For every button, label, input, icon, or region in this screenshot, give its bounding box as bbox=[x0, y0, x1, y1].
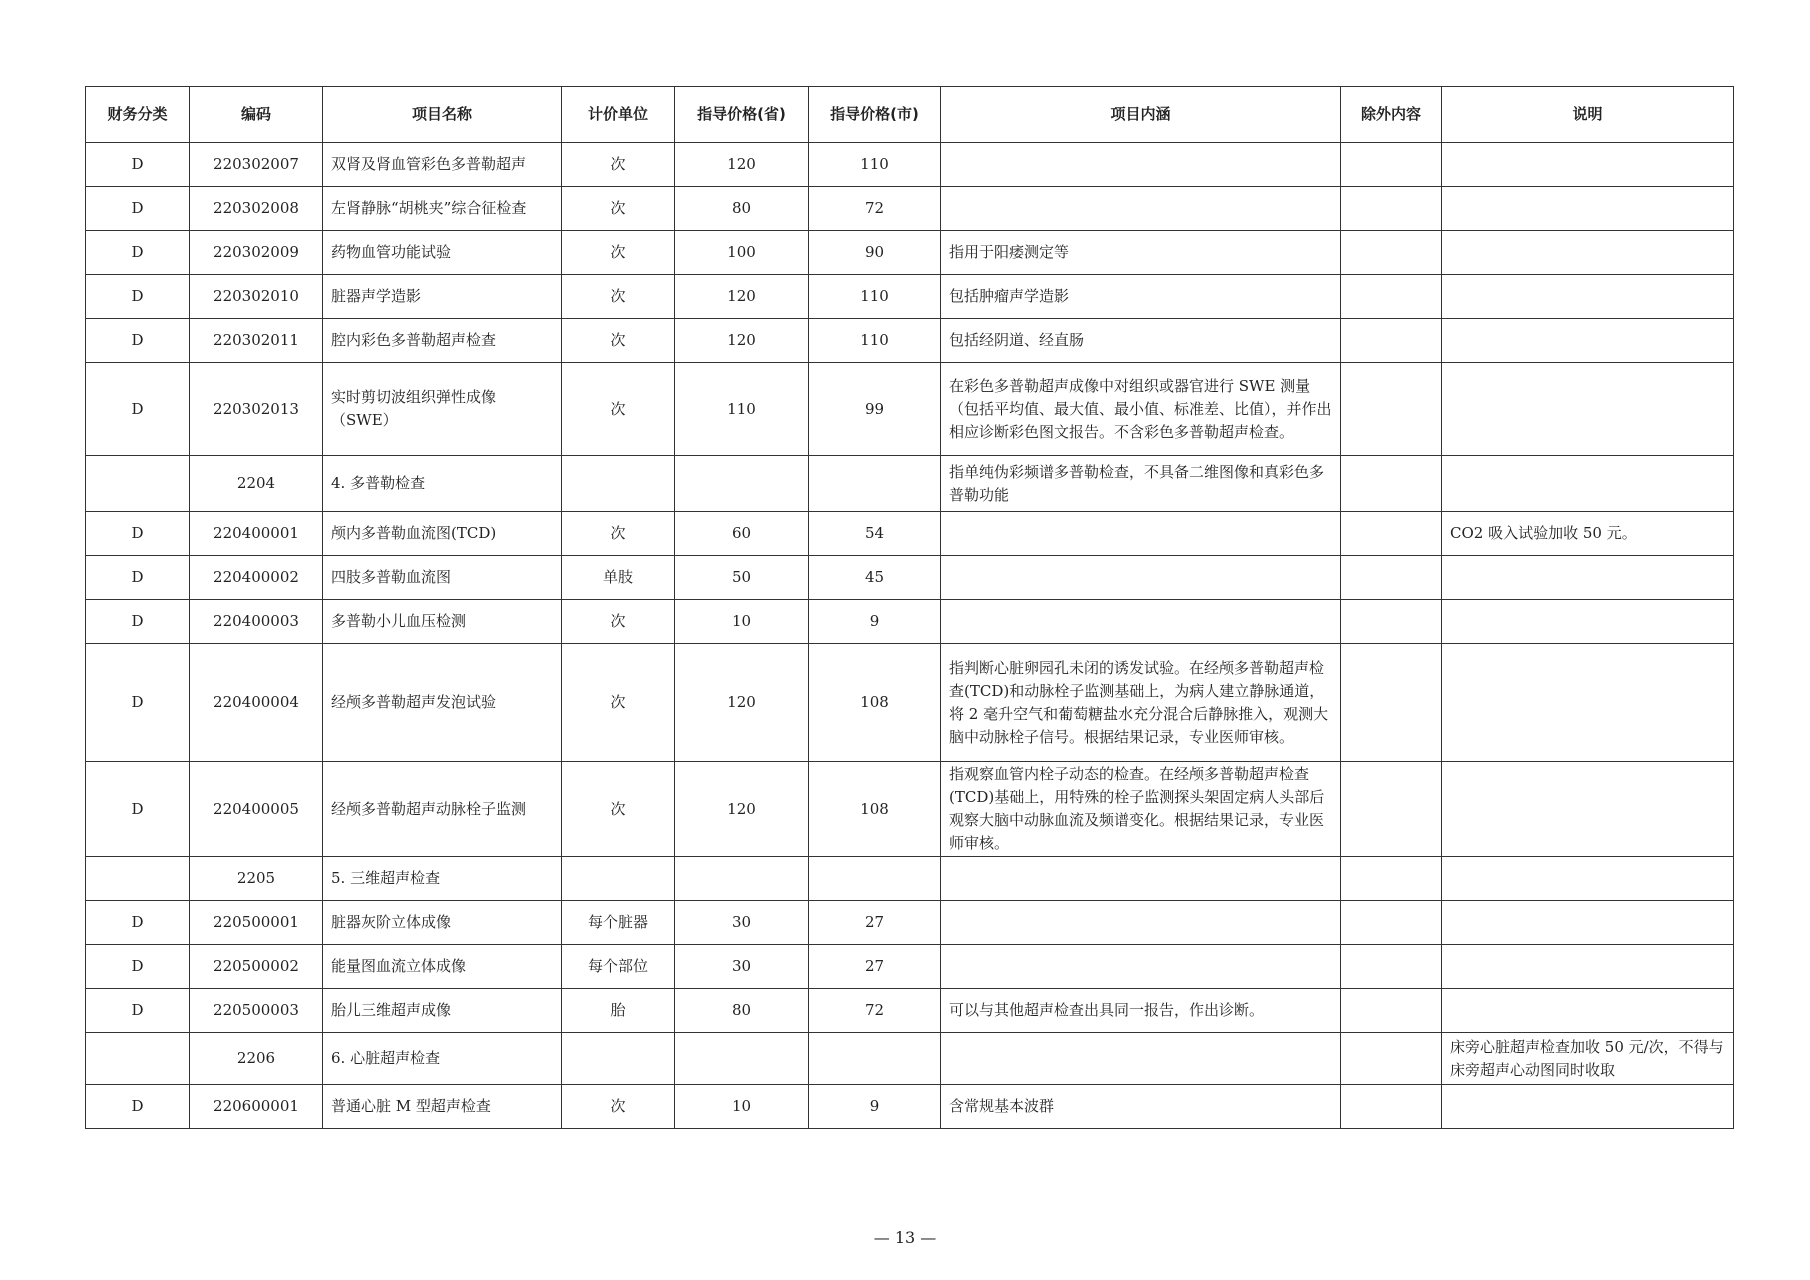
cell-notes bbox=[1442, 644, 1734, 762]
cell-price-city: 72 bbox=[809, 187, 941, 231]
table-row bbox=[86, 945, 1734, 989]
cell-content bbox=[941, 901, 1341, 945]
cell-exclusions bbox=[1341, 187, 1442, 231]
cell-code: 220400002 bbox=[190, 556, 323, 600]
cell-item-name: 脏器声学造影 bbox=[323, 275, 562, 319]
cell-price-province: 120 bbox=[675, 762, 809, 857]
cell-code: 220302013 bbox=[190, 363, 323, 456]
medical-fee-table bbox=[85, 86, 1734, 1129]
cell-item-name: 普通心脏 M 型超声检查 bbox=[323, 1085, 562, 1129]
cell-code: 220302010 bbox=[190, 275, 323, 319]
cell-category: D bbox=[86, 319, 190, 363]
cell-exclusions bbox=[1341, 600, 1442, 644]
cell-unit: 次 bbox=[562, 762, 675, 857]
cell-code: 220302009 bbox=[190, 231, 323, 275]
cell-code: 220500001 bbox=[190, 901, 323, 945]
cell-item-name: 经颅多普勒超声动脉栓子监测 bbox=[323, 762, 562, 857]
table-section-row bbox=[86, 857, 1734, 901]
cell-exclusions bbox=[1341, 363, 1442, 456]
cell-content bbox=[941, 143, 1341, 187]
cell-unit: 次 bbox=[562, 275, 675, 319]
cell-unit: 次 bbox=[562, 1085, 675, 1129]
table-section-row bbox=[86, 1033, 1734, 1085]
cell-notes bbox=[1442, 456, 1734, 512]
cell-exclusions bbox=[1341, 556, 1442, 600]
cell-price-city: 108 bbox=[809, 644, 941, 762]
cell-code: 220302011 bbox=[190, 319, 323, 363]
cell-notes bbox=[1442, 363, 1734, 456]
cell-price-city: 108 bbox=[809, 762, 941, 857]
cell-unit bbox=[562, 857, 675, 901]
cell-price-city: 9 bbox=[809, 600, 941, 644]
cell-item-name: 双肾及肾血管彩色多普勒超声 bbox=[323, 143, 562, 187]
cell-price-province: 30 bbox=[675, 901, 809, 945]
cell-category: D bbox=[86, 945, 190, 989]
cell-item-name: 4. 多普勒检查 bbox=[323, 456, 562, 512]
header-exclusions: 除外内容 bbox=[1341, 87, 1442, 143]
cell-content bbox=[941, 512, 1341, 556]
table-row bbox=[86, 231, 1734, 275]
cell-unit: 次 bbox=[562, 231, 675, 275]
cell-code: 220400004 bbox=[190, 644, 323, 762]
cell-unit: 每个部位 bbox=[562, 945, 675, 989]
cell-content: 指单纯伪彩频谱多普勒检查，不具备二维图像和真彩色多普勒功能 bbox=[941, 456, 1341, 512]
cell-content bbox=[941, 1033, 1341, 1085]
cell-price-province: 120 bbox=[675, 143, 809, 187]
cell-notes bbox=[1442, 857, 1734, 901]
cell-unit: 次 bbox=[562, 187, 675, 231]
cell-exclusions bbox=[1341, 231, 1442, 275]
cell-item-name: 多普勒小儿血压检测 bbox=[323, 600, 562, 644]
cell-price-province: 120 bbox=[675, 275, 809, 319]
cell-category: D bbox=[86, 600, 190, 644]
header-code: 编码 bbox=[190, 87, 323, 143]
cell-item-name: 胎儿三维超声成像 bbox=[323, 989, 562, 1033]
cell-exclusions bbox=[1341, 857, 1442, 901]
cell-exclusions bbox=[1341, 945, 1442, 989]
header-price-city: 指导价格(市) bbox=[809, 87, 941, 143]
cell-price-city: 99 bbox=[809, 363, 941, 456]
cell-price-province: 80 bbox=[675, 187, 809, 231]
cell-category: D bbox=[86, 901, 190, 945]
cell-notes: CO2 吸入试验加收 50 元。 bbox=[1442, 512, 1734, 556]
cell-exclusions bbox=[1341, 1033, 1442, 1085]
cell-item-name: 脏器灰阶立体成像 bbox=[323, 901, 562, 945]
cell-content: 指用于阳痿测定等 bbox=[941, 231, 1341, 275]
cell-notes bbox=[1442, 945, 1734, 989]
cell-notes bbox=[1442, 319, 1734, 363]
header-content: 项目内涵 bbox=[941, 87, 1341, 143]
cell-category: D bbox=[86, 556, 190, 600]
cell-item-name: 颅内多普勒血流图(TCD) bbox=[323, 512, 562, 556]
cell-code: 220400003 bbox=[190, 600, 323, 644]
cell-code: 220400005 bbox=[190, 762, 323, 857]
cell-content: 可以与其他超声检查出具同一报告，作出诊断。 bbox=[941, 989, 1341, 1033]
cell-exclusions bbox=[1341, 1085, 1442, 1129]
cell-unit: 胎 bbox=[562, 989, 675, 1033]
cell-category: D bbox=[86, 762, 190, 857]
cell-content: 包括经阴道、经直肠 bbox=[941, 319, 1341, 363]
cell-item-name: 四肢多普勒血流图 bbox=[323, 556, 562, 600]
cell-content bbox=[941, 556, 1341, 600]
cell-exclusions bbox=[1341, 762, 1442, 857]
cell-price-city: 54 bbox=[809, 512, 941, 556]
table-row bbox=[86, 762, 1734, 857]
cell-price-province: 100 bbox=[675, 231, 809, 275]
cell-content bbox=[941, 857, 1341, 901]
cell-notes bbox=[1442, 1085, 1734, 1129]
cell-category: D bbox=[86, 1085, 190, 1129]
cell-price-city: 110 bbox=[809, 319, 941, 363]
cell-item-name: 5. 三维超声检查 bbox=[323, 857, 562, 901]
table-header-row bbox=[86, 87, 1734, 143]
cell-price-city bbox=[809, 456, 941, 512]
table-row bbox=[86, 1085, 1734, 1129]
cell-content bbox=[941, 945, 1341, 989]
cell-price-province: 120 bbox=[675, 644, 809, 762]
cell-content: 包括肿瘤声学造影 bbox=[941, 275, 1341, 319]
cell-code: 220302008 bbox=[190, 187, 323, 231]
cell-notes bbox=[1442, 143, 1734, 187]
table-row bbox=[86, 143, 1734, 187]
cell-code: 220400001 bbox=[190, 512, 323, 556]
cell-unit bbox=[562, 1033, 675, 1085]
cell-price-province: 10 bbox=[675, 1085, 809, 1129]
table-section-row bbox=[86, 456, 1734, 512]
cell-price-city: 110 bbox=[809, 143, 941, 187]
cell-price-province: 110 bbox=[675, 363, 809, 456]
cell-price-province: 50 bbox=[675, 556, 809, 600]
cell-item-name: 实时剪切波组织弹性成像（SWE） bbox=[323, 363, 562, 456]
cell-category bbox=[86, 857, 190, 901]
table-row bbox=[86, 600, 1734, 644]
cell-notes bbox=[1442, 556, 1734, 600]
cell-unit: 次 bbox=[562, 512, 675, 556]
cell-price-province: 60 bbox=[675, 512, 809, 556]
cell-exclusions bbox=[1341, 456, 1442, 512]
cell-price-province bbox=[675, 456, 809, 512]
cell-code: 220500002 bbox=[190, 945, 323, 989]
cell-item-name: 能量图血流立体成像 bbox=[323, 945, 562, 989]
cell-notes: 床旁心脏超声检查加收 50 元/次，不得与床旁超声心动图同时收取 bbox=[1442, 1033, 1734, 1085]
cell-exclusions bbox=[1341, 512, 1442, 556]
cell-exclusions bbox=[1341, 644, 1442, 762]
cell-content: 指判断心脏卵园孔未闭的诱发试验。在经颅多普勒超声检查(TCD)和动脉栓子监测基础上，为病人建立静脉通道，将 2 毫升空气和葡萄糖盐水充分混合后静脉推入，观测大脑中动脉栓子信号。根据结果记录，专业医师审核。 bbox=[941, 644, 1341, 762]
cell-price-province bbox=[675, 857, 809, 901]
cell-exclusions bbox=[1341, 319, 1442, 363]
cell-notes bbox=[1442, 762, 1734, 857]
cell-content bbox=[941, 187, 1341, 231]
cell-content: 指观察血管内栓子动态的检查。在经颅多普勒超声检查(TCD)基础上，用特殊的栓子监测探头架固定病人头部后观察大脑中动脉血流及频谱变化。根据结果记录，专业医师审核。 bbox=[941, 762, 1341, 857]
cell-item-name: 药物血管功能试验 bbox=[323, 231, 562, 275]
cell-code: 220302007 bbox=[190, 143, 323, 187]
cell-price-city: 110 bbox=[809, 275, 941, 319]
cell-exclusions bbox=[1341, 143, 1442, 187]
table-row bbox=[86, 319, 1734, 363]
cell-price-province bbox=[675, 1033, 809, 1085]
cell-price-province: 30 bbox=[675, 945, 809, 989]
cell-unit: 次 bbox=[562, 600, 675, 644]
cell-category: D bbox=[86, 363, 190, 456]
cell-category: D bbox=[86, 512, 190, 556]
cell-notes bbox=[1442, 600, 1734, 644]
table-row bbox=[86, 275, 1734, 319]
cell-content: 在彩色多普勒超声成像中对组织或器官进行 SWE 测量（包括平均值、最大值、最小值、标准差、比值），并作出相应诊断彩色图文报告。不含彩色多普勒超声检查。 bbox=[941, 363, 1341, 456]
cell-item-name: 6. 心脏超声检查 bbox=[323, 1033, 562, 1085]
table-row bbox=[86, 556, 1734, 600]
cell-item-name: 经颅多普勒超声发泡试验 bbox=[323, 644, 562, 762]
cell-content bbox=[941, 600, 1341, 644]
table-row bbox=[86, 644, 1734, 762]
cell-exclusions bbox=[1341, 901, 1442, 945]
cell-code: 2205 bbox=[190, 857, 323, 901]
cell-price-province: 80 bbox=[675, 989, 809, 1033]
table-row bbox=[86, 363, 1734, 456]
cell-content: 含常规基本波群 bbox=[941, 1085, 1341, 1129]
cell-notes bbox=[1442, 989, 1734, 1033]
cell-code: 2204 bbox=[190, 456, 323, 512]
table-row bbox=[86, 187, 1734, 231]
cell-notes bbox=[1442, 275, 1734, 319]
cell-notes bbox=[1442, 231, 1734, 275]
cell-notes bbox=[1442, 187, 1734, 231]
cell-unit: 次 bbox=[562, 644, 675, 762]
cell-category: D bbox=[86, 231, 190, 275]
cell-category: D bbox=[86, 275, 190, 319]
cell-category: D bbox=[86, 187, 190, 231]
cell-exclusions bbox=[1341, 275, 1442, 319]
cell-price-city: 9 bbox=[809, 1085, 941, 1129]
cell-price-city: 27 bbox=[809, 945, 941, 989]
cell-price-province: 10 bbox=[675, 600, 809, 644]
cell-notes bbox=[1442, 901, 1734, 945]
cell-code: 220500003 bbox=[190, 989, 323, 1033]
header-price-province: 指导价格(省) bbox=[675, 87, 809, 143]
cell-unit: 次 bbox=[562, 143, 675, 187]
cell-category bbox=[86, 456, 190, 512]
cell-price-city: 45 bbox=[809, 556, 941, 600]
table-row bbox=[86, 989, 1734, 1033]
cell-item-name: 左肾静脉“胡桃夹”综合征检查 bbox=[323, 187, 562, 231]
cell-unit bbox=[562, 456, 675, 512]
cell-category: D bbox=[86, 989, 190, 1033]
cell-price-city bbox=[809, 857, 941, 901]
cell-price-province: 120 bbox=[675, 319, 809, 363]
cell-price-city: 72 bbox=[809, 989, 941, 1033]
cell-category: D bbox=[86, 143, 190, 187]
header-notes: 说明 bbox=[1442, 87, 1734, 143]
header-unit: 计价单位 bbox=[562, 87, 675, 143]
cell-unit: 次 bbox=[562, 319, 675, 363]
cell-code: 2206 bbox=[190, 1033, 323, 1085]
header-category: 财务分类 bbox=[86, 87, 190, 143]
cell-unit: 单肢 bbox=[562, 556, 675, 600]
header-item-name: 项目名称 bbox=[323, 87, 562, 143]
cell-item-name: 腔内彩色多普勒超声检查 bbox=[323, 319, 562, 363]
table-row bbox=[86, 901, 1734, 945]
cell-unit: 次 bbox=[562, 363, 675, 456]
cell-unit: 每个脏器 bbox=[562, 901, 675, 945]
cell-exclusions bbox=[1341, 989, 1442, 1033]
cell-category bbox=[86, 1033, 190, 1085]
cell-code: 220600001 bbox=[190, 1085, 323, 1129]
table-row bbox=[86, 512, 1734, 556]
cell-price-city: 90 bbox=[809, 231, 941, 275]
cell-category: D bbox=[86, 644, 190, 762]
cell-price-city: 27 bbox=[809, 901, 941, 945]
cell-price-city bbox=[809, 1033, 941, 1085]
page-number: — 13 — bbox=[873, 1228, 937, 1247]
